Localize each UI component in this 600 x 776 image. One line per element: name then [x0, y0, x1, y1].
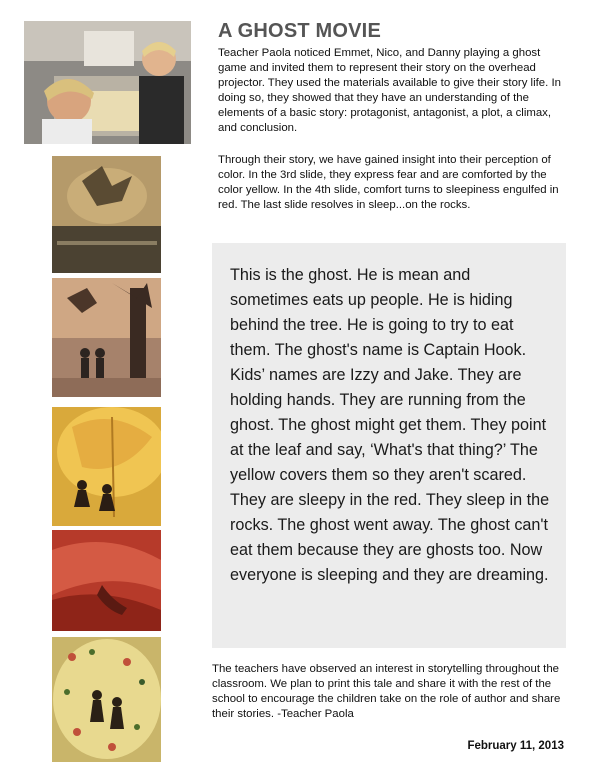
slide-5-rocks-photo — [52, 637, 161, 762]
children-at-projector-photo — [24, 21, 191, 144]
date-label: February 11, 2013 — [467, 740, 564, 752]
slide-1-ghost-photo — [52, 156, 161, 273]
story-box — [212, 243, 566, 648]
slide-4-red-photo — [52, 530, 161, 631]
page-title: A GHOST MOVIE — [218, 20, 381, 42]
slide-2-kids-photo — [52, 278, 161, 397]
story-text: This is the ghost. He is mean and sometimes eats up people. He is hiding behind the tree. He is going to try to eat them. The ghost's name is Captain Hook. Kids’ names are Izzy and Jake. They are holding hands. They are running from the ghost. The ghost might get them. They point at the leaf and say, ‘What's that thing?’ The yellow covers them so they aren't scared. They are sleepy in the red. They sleep in the rocks. The ghost went away. The ghost can't eat them because they are ghosts too. Now everyone is sleeping and they are dreaming. — [230, 266, 550, 584]
closing-paragraph: The teachers have observed an interest in storytelling throughout the classroom. We plan to print this tale and share it with the rest of the school to encourage the children take on the role of author and share their stories. -Teacher Paola — [212, 663, 561, 720]
slide-3-yellow-leaf-photo — [52, 407, 161, 526]
intro-paragraph: Teacher Paola noticed Emmet, Nico, and Danny playing a ghost game and invited them to represent their story on the overhead projector. They used the materials available to give their story life. In doing so, they showed that they have an understanding of the elements of a basic story: protagonist, antagonist, a plot, a climax, and conclusion. — [218, 47, 561, 134]
insight-paragraph: Through their story, we have gained insight into their perception of color. In the 3rd slide, they express fear and are comforted by the color yellow. In the 4th slide, comfort turns to sleepiness engulfed in red. The last slide resolves in sleep...on the rocks. — [218, 154, 559, 211]
